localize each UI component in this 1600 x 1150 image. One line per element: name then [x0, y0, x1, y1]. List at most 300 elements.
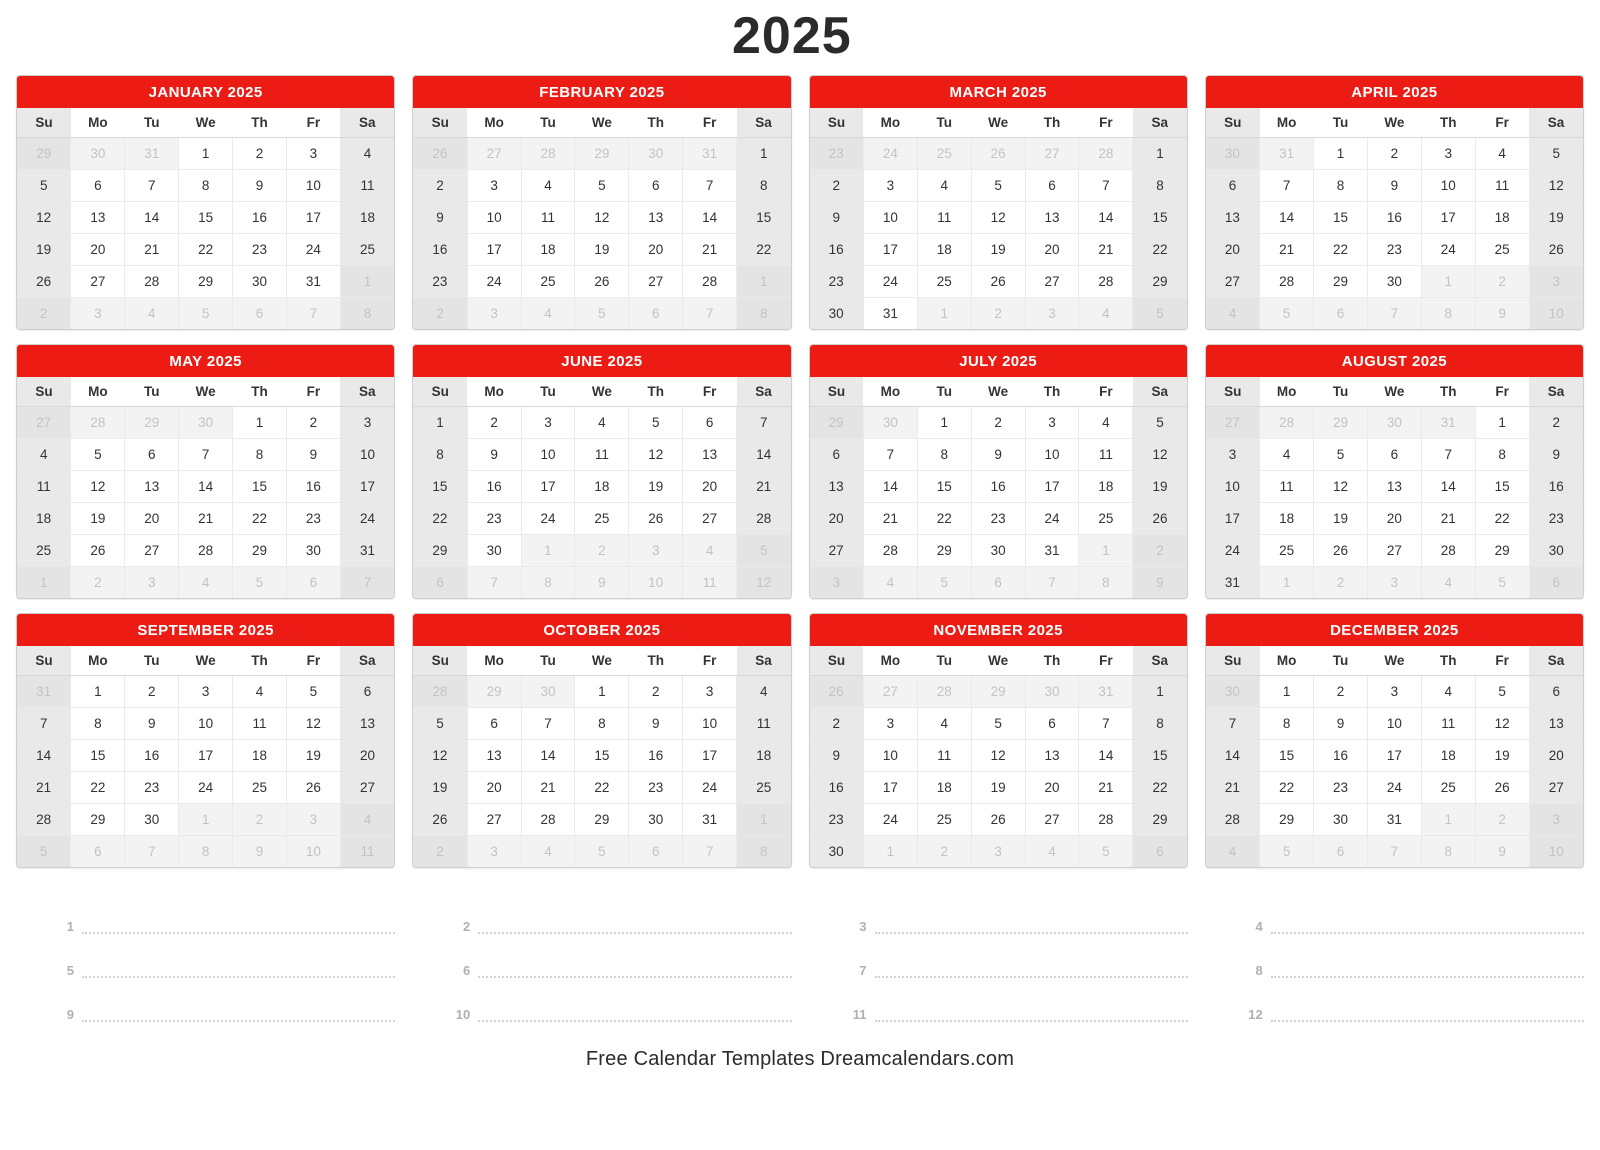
day-cell-outside[interactable]: 6: [629, 836, 683, 868]
day-cell[interactable]: 6: [629, 170, 683, 202]
day-cell-outside[interactable]: 30: [1367, 407, 1421, 439]
day-cell[interactable]: 10: [863, 740, 917, 772]
day-cell[interactable]: 14: [1206, 740, 1260, 772]
day-cell[interactable]: 27: [629, 266, 683, 298]
note-line[interactable]: [809, 890, 1188, 934]
day-cell[interactable]: 1: [917, 407, 971, 439]
day-cell[interactable]: 14: [125, 202, 179, 234]
day-cell[interactable]: 27: [1025, 266, 1079, 298]
day-cell[interactable]: 28: [863, 535, 917, 567]
day-cell[interactable]: 13: [1025, 202, 1079, 234]
day-cell-outside[interactable]: 6: [71, 836, 125, 868]
day-cell[interactable]: 16: [971, 471, 1025, 503]
day-cell-outside[interactable]: 2: [17, 298, 71, 330]
day-cell[interactable]: 29: [1133, 804, 1187, 836]
day-cell[interactable]: 19: [17, 234, 71, 266]
day-cell[interactable]: 30: [1367, 266, 1421, 298]
day-cell[interactable]: 12: [71, 471, 125, 503]
day-cell[interactable]: 30: [286, 535, 340, 567]
day-cell[interactable]: 23: [629, 772, 683, 804]
day-cell[interactable]: 13: [683, 439, 737, 471]
note-line[interactable]: [412, 978, 791, 1022]
day-cell[interactable]: 14: [863, 471, 917, 503]
day-cell-outside[interactable]: 6: [233, 298, 287, 330]
day-cell-outside[interactable]: 29: [467, 676, 521, 708]
day-cell-outside[interactable]: 30: [1206, 138, 1260, 170]
day-cell[interactable]: 16: [233, 202, 287, 234]
day-cell-outside[interactable]: 2: [1475, 266, 1529, 298]
day-cell-outside[interactable]: 5: [179, 298, 233, 330]
day-cell-outside[interactable]: 6: [1314, 298, 1368, 330]
day-cell[interactable]: 17: [521, 471, 575, 503]
day-cell[interactable]: 23: [810, 804, 864, 836]
day-cell[interactable]: 12: [413, 740, 467, 772]
day-cell[interactable]: 2: [1367, 138, 1421, 170]
day-cell[interactable]: 24: [683, 772, 737, 804]
day-cell[interactable]: 28: [125, 266, 179, 298]
day-cell[interactable]: 9: [413, 202, 467, 234]
day-cell[interactable]: 25: [521, 266, 575, 298]
day-cell[interactable]: 11: [1475, 170, 1529, 202]
day-cell[interactable]: 30: [125, 804, 179, 836]
day-cell[interactable]: 5: [1529, 138, 1583, 170]
day-cell[interactable]: 7: [1079, 170, 1133, 202]
day-cell[interactable]: 20: [1206, 234, 1260, 266]
day-cell[interactable]: 5: [17, 170, 71, 202]
day-cell-outside[interactable]: 8: [737, 836, 791, 868]
day-cell[interactable]: 9: [1314, 708, 1368, 740]
day-cell[interactable]: 28: [737, 503, 791, 535]
day-cell[interactable]: 30: [1529, 535, 1583, 567]
day-cell-outside[interactable]: 30: [521, 676, 575, 708]
day-cell[interactable]: 6: [467, 708, 521, 740]
day-cell[interactable]: 18: [917, 234, 971, 266]
day-cell[interactable]: 25: [1475, 234, 1529, 266]
day-cell-outside[interactable]: 5: [1475, 567, 1529, 599]
day-cell-outside[interactable]: 26: [971, 138, 1025, 170]
day-cell[interactable]: 25: [17, 535, 71, 567]
day-cell[interactable]: 7: [1421, 439, 1475, 471]
day-cell[interactable]: 20: [1529, 740, 1583, 772]
day-cell[interactable]: 12: [575, 202, 629, 234]
day-cell[interactable]: 24: [521, 503, 575, 535]
day-cell[interactable]: 4: [1475, 138, 1529, 170]
day-cell[interactable]: 7: [1206, 708, 1260, 740]
day-cell-outside[interactable]: 29: [17, 138, 71, 170]
day-cell[interactable]: 21: [737, 471, 791, 503]
day-cell[interactable]: 23: [971, 503, 1025, 535]
day-cell[interactable]: 4: [1421, 676, 1475, 708]
day-cell-outside[interactable]: 5: [1260, 298, 1314, 330]
day-cell-outside[interactable]: 30: [629, 138, 683, 170]
day-cell[interactable]: 2: [629, 676, 683, 708]
day-cell-outside[interactable]: 30: [863, 407, 917, 439]
day-cell[interactable]: 14: [521, 740, 575, 772]
day-cell[interactable]: 11: [737, 708, 791, 740]
day-cell[interactable]: 3: [467, 170, 521, 202]
day-cell-outside[interactable]: 24: [863, 138, 917, 170]
day-cell-outside[interactable]: 3: [467, 836, 521, 868]
day-cell[interactable]: 28: [521, 804, 575, 836]
day-cell[interactable]: 13: [1529, 708, 1583, 740]
day-cell[interactable]: 17: [1421, 202, 1475, 234]
day-cell[interactable]: 12: [17, 202, 71, 234]
day-cell[interactable]: 3: [1367, 676, 1421, 708]
day-cell-outside[interactable]: 6: [286, 567, 340, 599]
day-cell[interactable]: 1: [575, 676, 629, 708]
day-cell[interactable]: 29: [1475, 535, 1529, 567]
day-cell[interactable]: 11: [17, 471, 71, 503]
day-cell[interactable]: 16: [125, 740, 179, 772]
day-cell[interactable]: 14: [17, 740, 71, 772]
day-cell[interactable]: 18: [1475, 202, 1529, 234]
day-cell-outside[interactable]: 5: [737, 535, 791, 567]
day-cell[interactable]: 5: [971, 708, 1025, 740]
day-cell-outside[interactable]: 7: [683, 298, 737, 330]
day-cell[interactable]: 25: [575, 503, 629, 535]
day-cell[interactable]: 21: [521, 772, 575, 804]
day-cell[interactable]: 30: [971, 535, 1025, 567]
day-cell[interactable]: 25: [737, 772, 791, 804]
day-cell[interactable]: 18: [1079, 471, 1133, 503]
day-cell[interactable]: 23: [125, 772, 179, 804]
day-cell[interactable]: 12: [1133, 439, 1187, 471]
day-cell-outside[interactable]: 3: [971, 836, 1025, 868]
day-cell[interactable]: 3: [863, 170, 917, 202]
day-cell[interactable]: 11: [1421, 708, 1475, 740]
day-cell[interactable]: 9: [1367, 170, 1421, 202]
day-cell[interactable]: 29: [1133, 266, 1187, 298]
day-cell[interactable]: 9: [810, 202, 864, 234]
day-cell-outside[interactable]: 31: [683, 138, 737, 170]
day-cell[interactable]: 2: [233, 138, 287, 170]
day-cell[interactable]: 25: [917, 804, 971, 836]
day-cell[interactable]: 14: [1079, 202, 1133, 234]
day-cell-outside[interactable]: 6: [1314, 836, 1368, 868]
note-line[interactable]: [1205, 890, 1584, 934]
day-cell[interactable]: 9: [629, 708, 683, 740]
day-cell[interactable]: 9: [467, 439, 521, 471]
day-cell[interactable]: 4: [521, 170, 575, 202]
day-cell[interactable]: 18: [917, 772, 971, 804]
day-cell[interactable]: 10: [1421, 170, 1475, 202]
day-cell[interactable]: 17: [467, 234, 521, 266]
day-cell[interactable]: 24: [863, 266, 917, 298]
day-cell[interactable]: 26: [1529, 234, 1583, 266]
day-cell[interactable]: 19: [413, 772, 467, 804]
day-cell[interactable]: 2: [413, 170, 467, 202]
day-cell-outside[interactable]: 6: [629, 298, 683, 330]
day-cell[interactable]: 26: [1133, 503, 1187, 535]
day-cell[interactable]: 3: [683, 676, 737, 708]
day-cell[interactable]: 14: [179, 471, 233, 503]
day-cell[interactable]: 19: [971, 772, 1025, 804]
day-cell-outside[interactable]: 7: [1367, 298, 1421, 330]
day-cell[interactable]: 10: [286, 170, 340, 202]
day-cell[interactable]: 1: [1133, 138, 1187, 170]
day-cell[interactable]: 27: [810, 535, 864, 567]
day-cell[interactable]: 6: [125, 439, 179, 471]
day-cell[interactable]: 6: [340, 676, 394, 708]
day-cell[interactable]: 15: [737, 202, 791, 234]
day-cell[interactable]: 15: [1260, 740, 1314, 772]
day-cell-outside[interactable]: 2: [71, 567, 125, 599]
day-cell[interactable]: 8: [179, 170, 233, 202]
day-cell[interactable]: 22: [1133, 772, 1187, 804]
day-cell[interactable]: 25: [1421, 772, 1475, 804]
day-cell[interactable]: 26: [629, 503, 683, 535]
day-cell[interactable]: 15: [71, 740, 125, 772]
day-cell-outside[interactable]: 2: [1314, 567, 1368, 599]
day-cell[interactable]: 16: [810, 234, 864, 266]
note-line[interactable]: [809, 934, 1188, 978]
day-cell[interactable]: 8: [1314, 170, 1368, 202]
day-cell[interactable]: 19: [1133, 471, 1187, 503]
day-cell-outside[interactable]: 8: [1079, 567, 1133, 599]
day-cell-outside[interactable]: 3: [286, 804, 340, 836]
day-cell[interactable]: 17: [340, 471, 394, 503]
day-cell[interactable]: 20: [1367, 503, 1421, 535]
day-cell[interactable]: 27: [1529, 772, 1583, 804]
day-cell-outside[interactable]: 8: [521, 567, 575, 599]
day-cell[interactable]: 17: [179, 740, 233, 772]
day-cell[interactable]: 19: [575, 234, 629, 266]
day-cell[interactable]: 22: [71, 772, 125, 804]
day-cell[interactable]: 1: [233, 407, 287, 439]
day-cell-outside[interactable]: 9: [233, 836, 287, 868]
day-cell-outside[interactable]: 1: [521, 535, 575, 567]
day-cell[interactable]: 20: [71, 234, 125, 266]
day-cell[interactable]: 8: [71, 708, 125, 740]
day-cell[interactable]: 8: [1133, 708, 1187, 740]
day-cell[interactable]: 15: [233, 471, 287, 503]
day-cell-outside[interactable]: 29: [575, 138, 629, 170]
day-cell[interactable]: 11: [521, 202, 575, 234]
day-cell[interactable]: 27: [71, 266, 125, 298]
day-cell-outside[interactable]: 5: [575, 298, 629, 330]
day-cell[interactable]: 16: [286, 471, 340, 503]
day-cell[interactable]: 13: [1367, 471, 1421, 503]
day-cell-outside[interactable]: 5: [1133, 298, 1187, 330]
day-cell[interactable]: 25: [1260, 535, 1314, 567]
day-cell[interactable]: 28: [1206, 804, 1260, 836]
day-cell[interactable]: 5: [629, 407, 683, 439]
day-cell-outside[interactable]: 3: [125, 567, 179, 599]
day-cell-outside[interactable]: 4: [863, 567, 917, 599]
note-line[interactable]: [412, 934, 791, 978]
day-cell[interactable]: 7: [1260, 170, 1314, 202]
day-cell[interactable]: 31: [340, 535, 394, 567]
day-cell[interactable]: 30: [233, 266, 287, 298]
day-cell-outside[interactable]: 10: [629, 567, 683, 599]
note-line[interactable]: [412, 890, 791, 934]
day-cell-outside[interactable]: 6: [1133, 836, 1187, 868]
day-cell-outside[interactable]: 9: [1475, 298, 1529, 330]
day-cell[interactable]: 22: [1133, 234, 1187, 266]
note-line[interactable]: [1205, 978, 1584, 1022]
day-cell[interactable]: 2: [810, 708, 864, 740]
day-cell[interactable]: 3: [340, 407, 394, 439]
day-cell-outside[interactable]: 5: [917, 567, 971, 599]
day-cell[interactable]: 8: [1133, 170, 1187, 202]
day-cell[interactable]: 11: [1260, 471, 1314, 503]
day-cell-outside[interactable]: 31: [17, 676, 71, 708]
day-cell-outside[interactable]: 27: [863, 676, 917, 708]
day-cell[interactable]: 16: [629, 740, 683, 772]
day-cell[interactable]: 18: [521, 234, 575, 266]
day-cell[interactable]: 17: [286, 202, 340, 234]
day-cell[interactable]: 1: [1314, 138, 1368, 170]
day-cell[interactable]: 3: [1025, 407, 1079, 439]
day-cell-outside[interactable]: 31: [125, 138, 179, 170]
day-cell-outside[interactable]: 2: [575, 535, 629, 567]
day-cell[interactable]: 22: [1314, 234, 1368, 266]
day-cell-outside[interactable]: 23: [810, 138, 864, 170]
day-cell[interactable]: 9: [1529, 439, 1583, 471]
day-cell-outside[interactable]: 4: [179, 567, 233, 599]
day-cell[interactable]: 16: [467, 471, 521, 503]
day-cell[interactable]: 2: [125, 676, 179, 708]
day-cell[interactable]: 20: [810, 503, 864, 535]
day-cell-outside[interactable]: 2: [1475, 804, 1529, 836]
day-cell[interactable]: 29: [233, 535, 287, 567]
day-cell[interactable]: 10: [521, 439, 575, 471]
day-cell-outside[interactable]: 7: [286, 298, 340, 330]
day-cell[interactable]: 2: [286, 407, 340, 439]
day-cell[interactable]: 9: [971, 439, 1025, 471]
day-cell[interactable]: 31: [1025, 535, 1079, 567]
day-cell[interactable]: 8: [1475, 439, 1529, 471]
day-cell[interactable]: 26: [413, 804, 467, 836]
day-cell[interactable]: 27: [1367, 535, 1421, 567]
day-cell[interactable]: 1: [413, 407, 467, 439]
day-cell-outside[interactable]: 3: [810, 567, 864, 599]
day-cell[interactable]: 15: [1314, 202, 1368, 234]
day-cell[interactable]: 2: [467, 407, 521, 439]
day-cell[interactable]: 29: [413, 535, 467, 567]
day-cell-outside[interactable]: 4: [683, 535, 737, 567]
day-cell[interactable]: 12: [629, 439, 683, 471]
day-cell-outside[interactable]: 4: [125, 298, 179, 330]
day-cell[interactable]: 27: [1206, 266, 1260, 298]
day-cell[interactable]: 14: [1079, 740, 1133, 772]
day-cell-outside[interactable]: 1: [17, 567, 71, 599]
day-cell[interactable]: 16: [413, 234, 467, 266]
day-cell-outside[interactable]: 5: [1079, 836, 1133, 868]
day-cell-outside[interactable]: 4: [1025, 836, 1079, 868]
day-cell-outside[interactable]: 2: [971, 298, 1025, 330]
day-cell[interactable]: 23: [233, 234, 287, 266]
day-cell-outside[interactable]: 28: [1079, 138, 1133, 170]
day-cell[interactable]: 12: [1529, 170, 1583, 202]
day-cell[interactable]: 20: [683, 471, 737, 503]
day-cell[interactable]: 24: [286, 234, 340, 266]
day-cell[interactable]: 28: [1079, 804, 1133, 836]
day-cell-outside[interactable]: 7: [1025, 567, 1079, 599]
note-line[interactable]: [16, 934, 395, 978]
day-cell[interactable]: 9: [810, 740, 864, 772]
day-cell-outside[interactable]: 27: [17, 407, 71, 439]
day-cell[interactable]: 2: [1529, 407, 1583, 439]
day-cell[interactable]: 31: [1206, 567, 1260, 599]
day-cell-outside[interactable]: 3: [467, 298, 521, 330]
day-cell[interactable]: 22: [575, 772, 629, 804]
day-cell-outside[interactable]: 30: [1206, 676, 1260, 708]
day-cell[interactable]: 28: [17, 804, 71, 836]
note-line[interactable]: [1205, 934, 1584, 978]
day-cell[interactable]: 1: [71, 676, 125, 708]
day-cell[interactable]: 15: [179, 202, 233, 234]
day-cell[interactable]: 16: [810, 772, 864, 804]
day-cell[interactable]: 1: [179, 138, 233, 170]
day-cell[interactable]: 26: [575, 266, 629, 298]
day-cell-outside[interactable]: 10: [286, 836, 340, 868]
day-cell[interactable]: 16: [1529, 471, 1583, 503]
day-cell[interactable]: 12: [971, 740, 1025, 772]
day-cell[interactable]: 18: [17, 503, 71, 535]
day-cell[interactable]: 13: [1206, 202, 1260, 234]
day-cell[interactable]: 31: [683, 804, 737, 836]
day-cell[interactable]: 30: [467, 535, 521, 567]
day-cell[interactable]: 10: [863, 202, 917, 234]
day-cell-outside[interactable]: 1: [1421, 804, 1475, 836]
day-cell[interactable]: 11: [340, 170, 394, 202]
day-cell[interactable]: 5: [71, 439, 125, 471]
day-cell[interactable]: 2: [971, 407, 1025, 439]
day-cell-outside[interactable]: 28: [521, 138, 575, 170]
day-cell[interactable]: 20: [1025, 772, 1079, 804]
day-cell[interactable]: 5: [575, 170, 629, 202]
day-cell[interactable]: 22: [917, 503, 971, 535]
day-cell-outside[interactable]: 28: [1260, 407, 1314, 439]
day-cell[interactable]: 15: [1475, 471, 1529, 503]
day-cell-outside[interactable]: 9: [575, 567, 629, 599]
day-cell[interactable]: 18: [1260, 503, 1314, 535]
day-cell[interactable]: 6: [1529, 676, 1583, 708]
day-cell-outside[interactable]: 3: [1367, 567, 1421, 599]
day-cell-outside[interactable]: 5: [233, 567, 287, 599]
day-cell-outside[interactable]: 3: [71, 298, 125, 330]
day-cell-outside[interactable]: 1: [737, 804, 791, 836]
day-cell[interactable]: 23: [1529, 503, 1583, 535]
day-cell[interactable]: 21: [683, 234, 737, 266]
day-cell-outside[interactable]: 9: [1475, 836, 1529, 868]
day-cell[interactable]: 18: [233, 740, 287, 772]
day-cell-outside[interactable]: 4: [521, 836, 575, 868]
day-cell[interactable]: 21: [125, 234, 179, 266]
day-cell-outside[interactable]: 1: [1421, 266, 1475, 298]
day-cell-outside[interactable]: 3: [629, 535, 683, 567]
day-cell[interactable]: 31: [286, 266, 340, 298]
day-cell-outside[interactable]: 28: [917, 676, 971, 708]
day-cell-outside[interactable]: 1: [1079, 535, 1133, 567]
day-cell[interactable]: 17: [1025, 471, 1079, 503]
day-cell-outside[interactable]: 6: [413, 567, 467, 599]
day-cell-outside[interactable]: 7: [1367, 836, 1421, 868]
day-cell-outside[interactable]: 1: [917, 298, 971, 330]
day-cell-outside[interactable]: 27: [1025, 138, 1079, 170]
day-cell-outside[interactable]: 3: [1025, 298, 1079, 330]
day-cell-outside[interactable]: 5: [575, 836, 629, 868]
day-cell[interactable]: 26: [971, 804, 1025, 836]
day-cell[interactable]: 10: [179, 708, 233, 740]
day-cell-outside[interactable]: 27: [467, 138, 521, 170]
day-cell-outside[interactable]: 9: [1133, 567, 1187, 599]
day-cell[interactable]: 8: [917, 439, 971, 471]
day-cell[interactable]: 24: [1367, 772, 1421, 804]
day-cell[interactable]: 27: [467, 804, 521, 836]
day-cell[interactable]: 15: [575, 740, 629, 772]
